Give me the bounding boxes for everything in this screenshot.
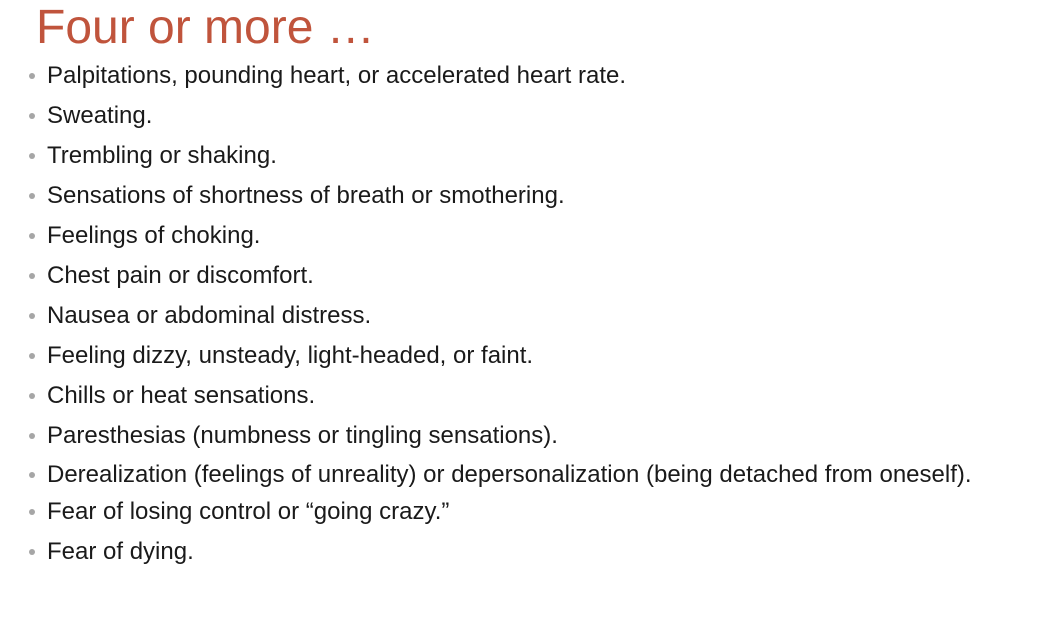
list-item-text: Sensations of shortness of breath or smothering. (47, 182, 565, 209)
list-item-text: Derealization (feelings of unreality) or depersonalization (being detached from oneself). (47, 461, 972, 488)
bullet-dot-icon (29, 433, 35, 439)
list-item-text: Fear of dying. (47, 538, 194, 565)
list-item (0, 336, 1046, 376)
list-item-text: Paresthesias (numbness or tingling sensations). (47, 422, 558, 449)
bullet-dot-icon (29, 313, 35, 319)
list-item (0, 96, 1046, 136)
list-item (0, 456, 1046, 492)
list-item (0, 376, 1046, 416)
bullet-dot-icon (29, 472, 35, 478)
list-item-text: Feelings of choking. (47, 222, 261, 249)
list-item-text: Palpitations, pounding heart, or accelerated heart rate. (47, 62, 627, 89)
bullet-dot-icon (29, 193, 35, 199)
list-item-text: Chills or heat sensations. (47, 382, 316, 409)
slide-title: Four or more … (36, 1, 375, 54)
list-item (0, 296, 1046, 336)
list-item-text: Nausea or abdominal distress. (47, 302, 372, 329)
bullet-dot-icon (29, 153, 35, 159)
bullet-dot-icon (29, 509, 35, 515)
bullet-dot-icon (29, 113, 35, 119)
list-item-text: Feeling dizzy, unsteady, light-headed, or faint. (47, 342, 534, 369)
bullet-dot-icon (29, 549, 35, 555)
bullet-dot-icon (29, 393, 35, 399)
list-item (0, 56, 1046, 96)
list-item (0, 416, 1046, 456)
list-item-text: Chest pain or discomfort. (47, 262, 314, 289)
bullet-dot-icon (29, 353, 35, 359)
bullet-dot-icon (29, 273, 35, 279)
bullet-list (0, 56, 1046, 572)
list-item-text: Fear of losing control or “going crazy.” (47, 498, 450, 525)
list-item (0, 136, 1046, 176)
list-item-text: Sweating. (47, 102, 153, 129)
bullet-dot-icon (29, 233, 35, 239)
list-item (0, 256, 1046, 296)
list-item (0, 216, 1046, 256)
list-item (0, 532, 1046, 572)
list-item (0, 492, 1046, 532)
list-item (0, 176, 1046, 216)
list-item-text: Trembling or shaking. (47, 142, 277, 169)
bullet-dot-icon (29, 73, 35, 79)
